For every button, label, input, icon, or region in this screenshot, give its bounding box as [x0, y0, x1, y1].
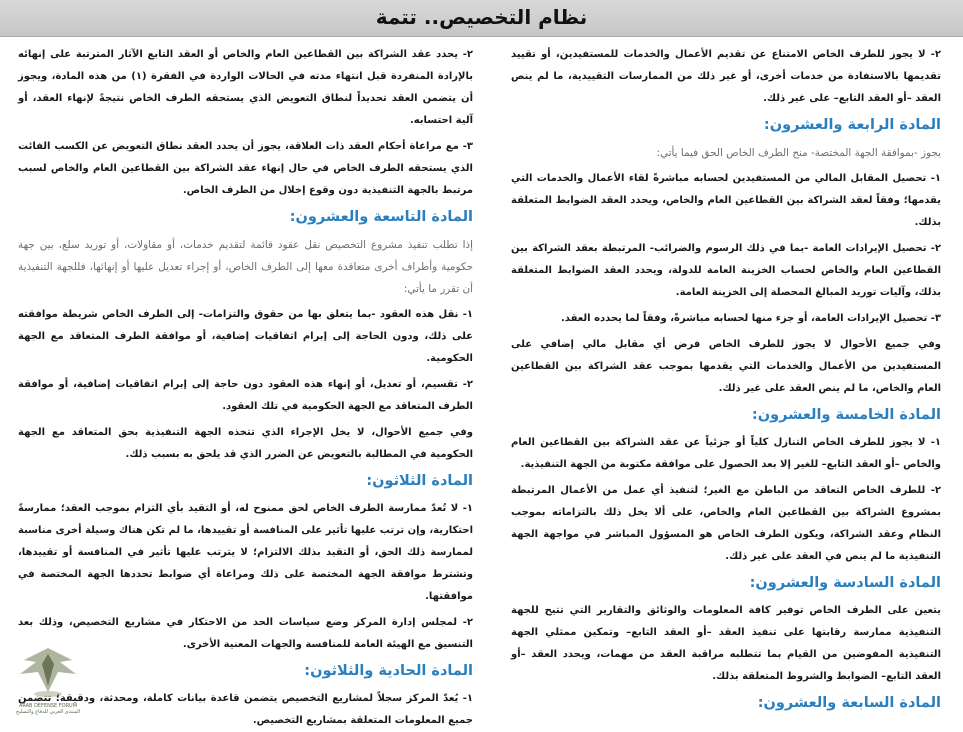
article-paragraph: ٣- تحصيل الإيرادات العامة، أو جزء منها لحسابه مباشرةً، وفقاً لما يحدده العقد.	[561, 313, 941, 324]
article-heading: المادة السابعة والعشرون:	[757, 695, 941, 711]
article-heading: المادة التاسعة والعشرون:	[289, 209, 473, 225]
article-heading: المادة الخامسة والعشرون:	[751, 407, 941, 423]
arab-defense-forum-logo	[6, 640, 90, 718]
article-paragraph: ٢- تقسيم، أو تعديل، أو إنهاء هذه العقود دون حاجة إلى إبرام اتفاقيات إضافية، أو موافقة الطرف المتعاقد مع الجهة الحكومية في تلك العقود.	[18, 379, 473, 412]
logo-text-en: ARAB DEFENSE FORUM	[18, 703, 78, 709]
article-intro: يجوز -بموافقة الجهة المختصة- منح الطرف الخاص الحق فيما يأتي:	[656, 147, 941, 159]
logo-text-ar: المنتدى العربي للدفاع والتسليح	[15, 709, 81, 715]
article-intro: إذا تطلب تنفيذ مشروع التخصيص نقل عقود قائمة لتقديم خدمات، أو مقاولات، أو توريد سلع، بين جهة حكومية وأطراف أخرى متعاقدة معها إلى الطرف الخاص، أو إجراء تعديل عليها أو إنهائها، فللجهة التنفيذية أن تقرر ما يأتي:	[18, 239, 473, 295]
eagle-emblem-icon	[6, 640, 90, 702]
article-paragraph: وفي جميع الأحوال، لا يخل الإجراء الذي تتخذه الجهة التنفيذية بحق المتعاقد مع الجهة الحكومية في المطالبة بالتعويض عن الضرر الذي قد يلحق به بسبب ذلك.	[18, 427, 473, 460]
article-heading: المادة السادسة والعشرون:	[749, 575, 941, 591]
article-paragraph: وفي جميع الأحوال لا يجوز للطرف الخاص فرض أي مقابل مالي إضافي على المستفيدين من الأعمال والخدمات التي يقدمها بموجب عقد الشراكة بين القطاعين العام والخاص، ما لم ينص العقد على غير ذلك.	[511, 339, 941, 394]
page-title: نظام التخصيص.. تتمة	[375, 5, 588, 29]
article-heading: المادة الرابعة والعشرون:	[763, 117, 941, 133]
article-heading: المادة الثلاثون:	[366, 473, 473, 489]
article-paragraph: ١- يُعدّ المركز سجلاً لمشاريع التخصيص يتضمن قاعدة بيانات كاملة، ومحدثة، ودقيقة؛ تتضمن جميع المعلومات المتعلقة بمشاريع التخصيص.	[18, 693, 473, 726]
left-column	[18, 44, 473, 726]
article-heading: المادة الحادية والثلاثون:	[304, 663, 473, 679]
article-paragraph: يتعين على الطرف الخاص توفير كافة المعلومات والوثائق والتقارير التي تتيح للجهة التنفيذية ممارسة رقابتها على تنفيذ العقد –أو العقد التابع– وتمكين ممثلي الجهة التنفيذية المفوضين من القيام بما تتطلبه مراقبة العقد من مهمات، ويحدد العقد –أو العقد التابع– الضوابط والشروط المتعلقة بذلك.	[511, 605, 941, 682]
right-column	[511, 44, 941, 714]
article-paragraph: ١- لا تُعدّ ممارسة الطرف الخاص لحق ممنوح له، أو التقيد بأي التزام بموجب العقد؛ ممارسةً احتكارية، وإن ترتب عليها تأثير على المنافسة أو تقييدها، ما لم تكن هناك وسيلة أخرى مناسبة لممارسة ذلك الحق، أو التقيد بذلك الالتزام؛ لا يترتب عليها تأثير في المنافسة أو تقييدها، وتشترط موافقة الجهة المختصة على ذلك ومراعاة أي ضوابط تحددها الجهة المختصة في موافقتها.	[18, 503, 473, 602]
article-paragraph: ١- نقل هذه العقود -بما يتعلق بها من حقوق والتزامات- إلى الطرف الخاص شريطة موافقته على ذلك، ودون الحاجة إلى إبرام اتفاقيات إضافية، أو موافقة الطرف المتعاقد مع الجهة الحكومية.	[18, 309, 473, 364]
article-paragraph: ٣- مع مراعاة أحكام العقد ذات العلاقة، يجوز أن يحدد العقد نطاق التعويض عن الكسب الفائت الذي يستحقه الطرف الخاص في حال إنهاء عقد الشراكة بين القطاعين العام والخاص لسبب مرتبط بالجهة التنفيذية دون وقوع إخلال من الطرف الخاص.	[18, 141, 473, 196]
article-paragraph: ٢- تحصيل الإيرادات العامة -بما في ذلك الرسوم والضرائب- المرتبطة بعقد الشراكة بين القطاعين العام والخاص لحساب الخزينة العامة للدولة، ويحدد العقد الضوابط المتعلقة بذلك، وآليات توريد المبالغ المحصلة إلى الخزينة العامة.	[511, 243, 941, 298]
article-paragraph: ٢- للطرف الخاص التعاقد من الباطن مع الغير؛ لتنفيذ أي عمل من الأعمال المرتبطة بمشروع الشراكة بين القطاعين العام والخاص، على ألا يخل ذلك بالتزاماته بموجب النظام وعقد الشراكة، ويكون الطرف الخاص هو المسؤول المباشر في مواجهة الجهة التنفيذية ما لم ينص في العقد على غير ذلك.	[511, 485, 941, 562]
logo-caption	[6, 703, 90, 715]
article-paragraph: ١- لا يجوز للطرف الخاص التنازل كلياً أو جزئياً عن عقد الشراكة بين القطاعين العام والخاص –أو العقد التابع– للغير إلا بعد الحصول على موافقة مكتوبة من الجهة التنفيذية.	[511, 437, 941, 470]
article-paragraph: ٢- لمجلس إدارة المركز وضع سياسات الحد من الاحتكار في مشاريع التخصيص، وذلك بعد التنسيق مع الهيئة العامة للمنافسة والجهات المعنية الأخرى.	[18, 617, 473, 650]
document-body	[0, 44, 963, 726]
article-paragraph: ٢- لا يجوز للطرف الخاص الامتناع عن تقديم الأعمال والخدمات للمستفيدين، أو تقييد تقديمها بالاستفادة من خدمات أخرى، أو غير ذلك من الممارسات التقييدية، ما لم ينص العقد –أو العقد التابع– على غير ذلك.	[511, 49, 941, 104]
article-paragraph: ١- تحصيل المقابل المالي من المستفيدين لحسابه مباشرةً لقاء الأعمال والخدمات التي يقدمها؛ وفقاً لعقد الشراكة بين القطاعين العام والخاص، ويحدد العقد الضوابط المتعلقة بذلك.	[511, 173, 941, 228]
article-paragraph: ٢- يحدد عقد الشراكة بين القطاعين العام والخاص أو العقد التابع الآثار المترتبة على إنهائه بالإرادة المنفردة قبل انتهاء مدته في الحالات الواردة في الفقرة (١) من هذه المادة، ويجوز أن يتضمن العقد تحديداً لنطاق التعويض الذي يستحقه الطرف الخاص نتيجةً لإنهاء العقد، أو آلية احتسابه.	[18, 49, 473, 126]
